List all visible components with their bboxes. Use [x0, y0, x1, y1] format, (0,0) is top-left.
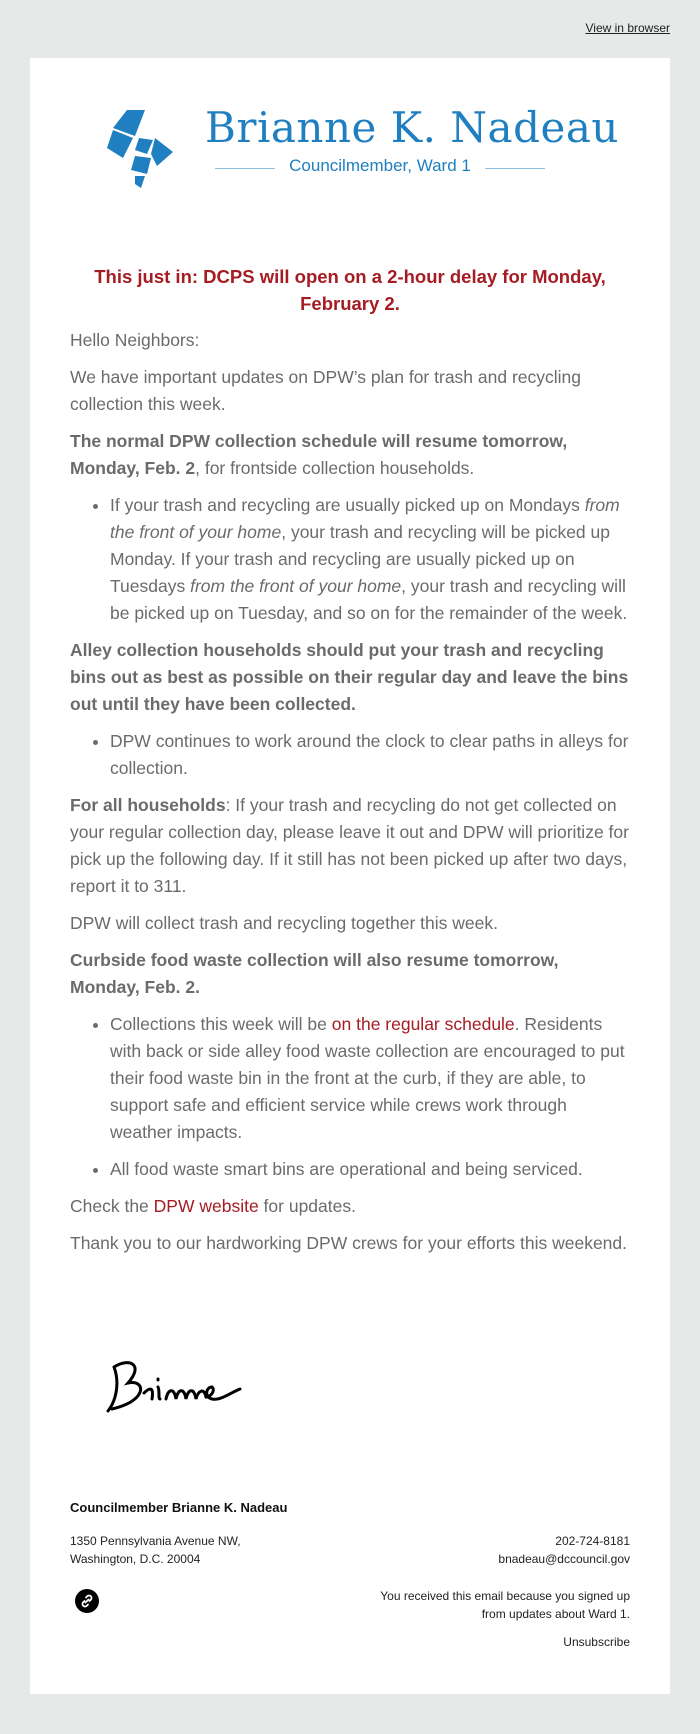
top-bar: [0, 0, 700, 58]
food-waste-paragraph: [70, 947, 630, 1001]
alley-list: [70, 728, 630, 782]
phone-number[interactable]: 202-724-8181: [555, 1534, 630, 1548]
food-waste-bold: Curbside food waste collection will also resume tomorrow, Monday, Feb. 2.: [70, 950, 559, 997]
alley-paragraph: [70, 637, 630, 718]
bullet1-text3: , your trash and recycling will be picked up on Tuesday, and so on for the remainder of the week.: [110, 576, 628, 623]
logo-divider-right: [485, 168, 545, 169]
bullet1-text1: If your trash and recycling are usually picked up on Mondays: [110, 495, 585, 515]
bullet1-text2: , your trash and recycling will be picked up Monday. If your trash and recycling are usually picked up on Tuesdays: [110, 522, 610, 596]
check-text1: Check the: [70, 1196, 154, 1216]
signature-image: [100, 1353, 270, 1423]
all-households-rest: : If your trash and recycling do not get collected on your regular collection day, please leave it out and DPW will prioritize for pick up the following day. If it still has not been picked up after two days, report it to 311.: [70, 795, 629, 896]
regular-schedule-link[interactable]: on the regular schedule: [331, 1014, 515, 1034]
bullet1-italic2: from the front of your home: [190, 576, 402, 596]
check-paragraph: [70, 1193, 630, 1220]
together-paragraph: DPW will collect trash and recycling together this week.: [70, 913, 498, 933]
footer-address: [70, 1532, 241, 1568]
list-item: • All food waste smart bins are operational and being serviced.: [110, 1156, 630, 1183]
resume-bold: The normal DPW collection schedule will resume tomorrow, Monday, Feb. 2: [70, 431, 568, 478]
email-address[interactable]: bnadeau@dccouncil.gov: [498, 1552, 630, 1566]
list-item: • DPW continues to work around the clock to clear paths in alleys for collection.: [110, 728, 630, 782]
logo-name: Brianne K. Nadeau: [205, 103, 619, 152]
logo-mark-icon: [105, 108, 185, 198]
subscription-notice: You received this email because you signed up from updates about Ward 1.: [380, 1589, 630, 1621]
frontside-list: [70, 492, 630, 627]
list-item: [110, 1011, 630, 1146]
email-body: [70, 263, 630, 1267]
footer-name: Councilmember Brianne K. Nadeau: [70, 1500, 288, 1515]
address-line1: 1350 Pennsylvania Avenue NW,: [70, 1534, 241, 1548]
headline-alert: This just in: DCPS will open on a 2-hour delay for Monday, February 2.: [94, 266, 606, 314]
councilmember-logo: [105, 103, 625, 213]
website-link-button[interactable]: [75, 1589, 99, 1613]
email-card: [30, 58, 670, 1694]
address-line2: Washington, D.C. 20004: [70, 1552, 201, 1566]
view-in-browser-link[interactable]: View in browser: [585, 21, 670, 35]
logo-subtitle: Councilmember, Ward 1: [289, 156, 471, 175]
greeting: Hello Neighbors:: [70, 330, 200, 350]
thanks-paragraph: Thank you to our hardworking DPW crews for your efforts this weekend.: [70, 1233, 628, 1253]
food-waste-list: [70, 1011, 630, 1183]
bullet1-italic1: from the front of your home: [110, 495, 620, 542]
bullet3-text1: Collections this week will be: [110, 1014, 332, 1034]
unsubscribe-link[interactable]: Unsubscribe: [563, 1635, 630, 1649]
intro-paragraph: We have important updates on DPW’s plan for trash and recycling collection this week.: [70, 367, 582, 414]
check-text2: for updates.: [258, 1196, 356, 1216]
list-item: [110, 492, 630, 627]
all-households-paragraph: [70, 792, 630, 900]
footer-contact: [498, 1532, 630, 1568]
resume-paragraph: [70, 428, 630, 482]
dpw-website-link[interactable]: DPW website: [153, 1196, 259, 1216]
all-households-bold: For all households: [70, 795, 226, 815]
link-icon: [75, 1589, 99, 1613]
bullet3-text2: . Residents with back or side alley food waste collection are encouraged to put their food waste bin in the front at the curb, if they are able, to support safe and efficient service while crews work through weather impacts.: [110, 1014, 625, 1142]
alley-bold: Alley collection households should put your trash and recycling bins out as best as possible on their regular day and leave the bins out until they have been collected.: [70, 640, 629, 714]
resume-rest: , for frontside collection households.: [195, 458, 475, 478]
